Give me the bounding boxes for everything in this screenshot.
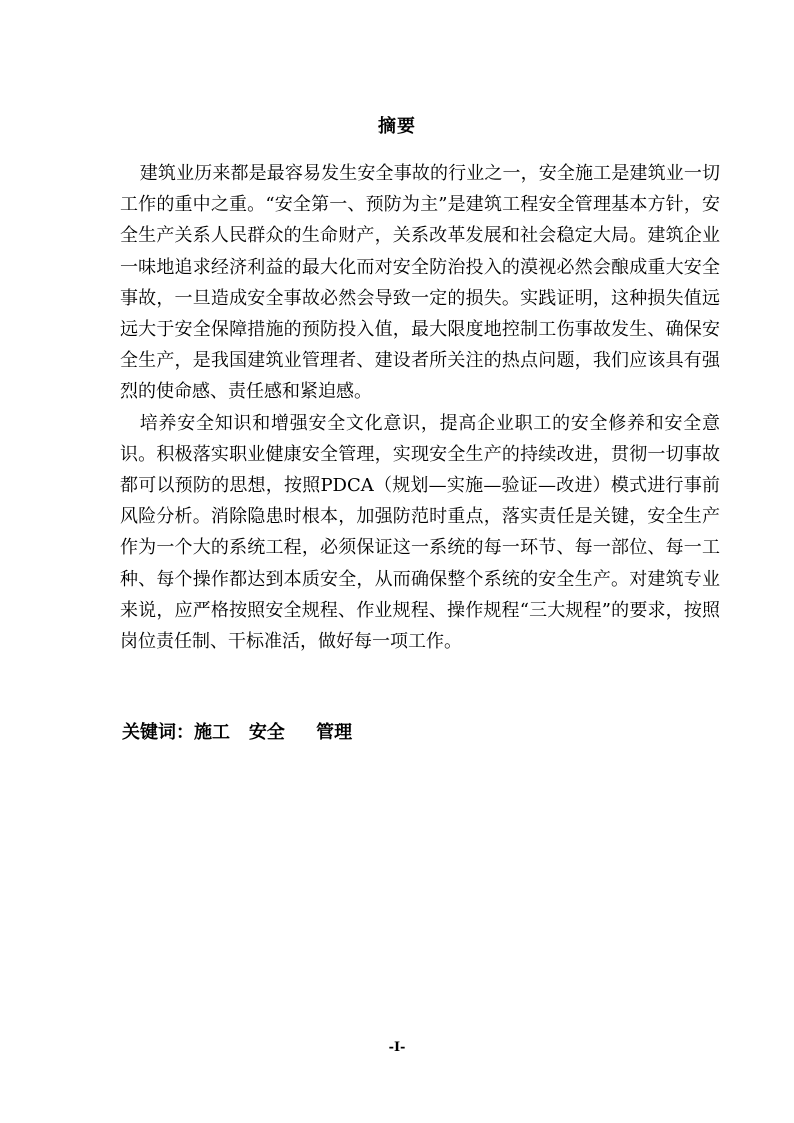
keywords-line (122, 718, 352, 744)
keyword-1: 施工 (194, 722, 230, 743)
abstract-paragraph-1: 建筑业历来都是最容易发生安全事故的行业之一，安全施工是建筑业一切工作的重中之重。“安全第一、预防为主”是建筑工程安全管理基本方针，安全生产关系人民群众的生命财产，关系改革发展和社会稳定大局。建筑企业一味地追求经济利益的最大化而对安全防治投入的漠视必然会酿成重大安全事故，一旦造成安全事故必然会导致一定的损失。实践证明，这种损失值远远大于安全保障措施的预防投入值，最大限度地控制工伤事故发生、确保安全生产，是我国建筑业管理者、建设者所关注的热点问题，我们应该具有强烈的使命感、责任感和紧迫感。 (120, 163, 720, 403)
abstract-paragraph-2: 培养安全知识和增强安全文化意识，提高企业职工的安全修养和安全意识。积极落实职业健康安全管理，实现安全生产的持续改进，贯彻一切事故都可以预防的思想，按照PDCA（规划—实施—验证—改进）模式进行事前风险分析。消除隐患时根本，加强防范时重点，落实责任是关键，安全生产作为一个大的系统工程，必须保证这一系统的每一环节、每一部位、每一工种、每个操作都达到本质安全，从而确保整个系统的安全生产。对建筑专业来说，应严格按照安全规程、作业规程、操作规程“三大规程”的要求，按照岗位责任制、干标准活，做好每一项工作。 (120, 412, 720, 653)
keywords-label: 关键词： (122, 722, 194, 743)
keyword-2: 安全 (248, 722, 285, 743)
abstract-body (120, 158, 720, 657)
page-number: -I- (388, 1040, 406, 1055)
keyword-3: 管理 (316, 722, 353, 743)
abstract-title: 摘要 (378, 116, 416, 137)
